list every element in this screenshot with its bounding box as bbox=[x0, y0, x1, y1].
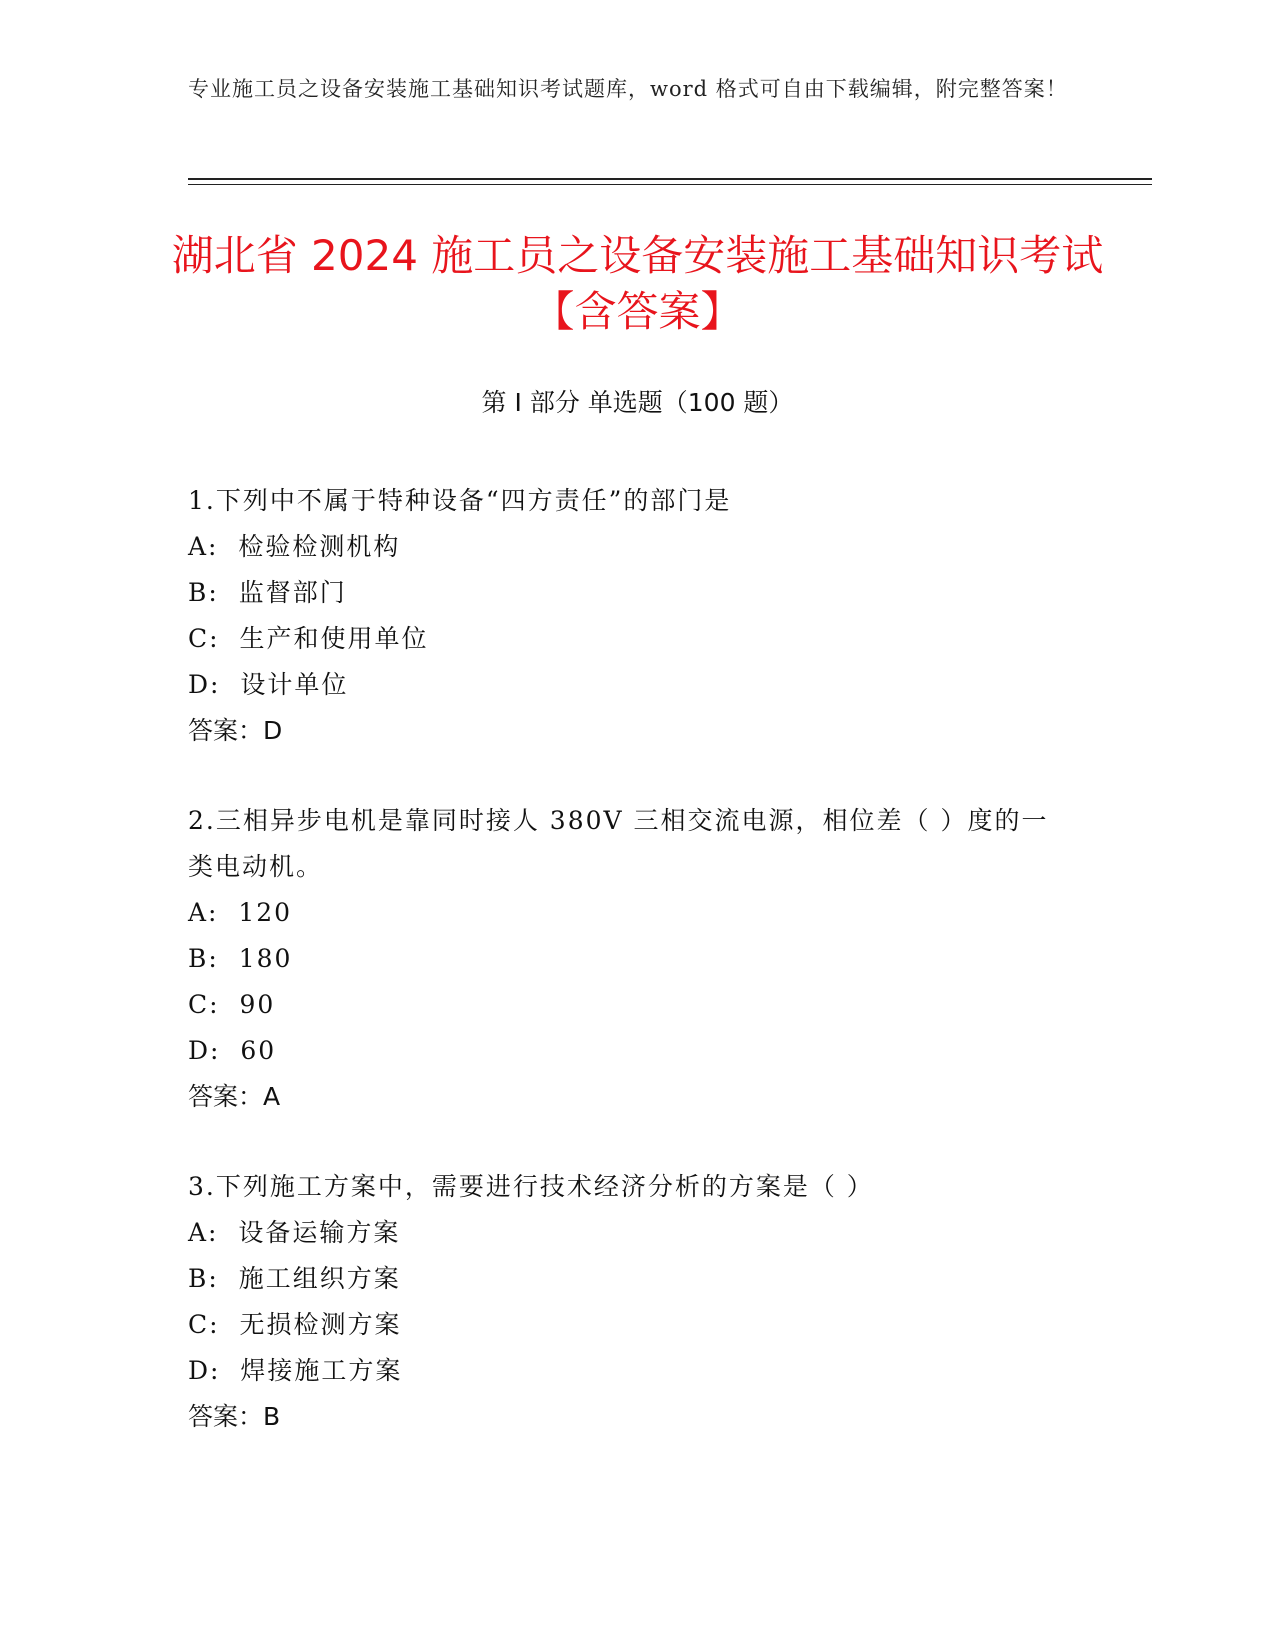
option-d: D: 设计单位 bbox=[188, 670, 349, 699]
question-spacer bbox=[188, 754, 1088, 798]
option-c: C: 无损检测方案 bbox=[188, 1310, 402, 1339]
option-b: B: 180 bbox=[188, 944, 293, 973]
answer-line: 答案：B bbox=[188, 1402, 281, 1431]
option-b: B: 监督部门 bbox=[188, 578, 347, 607]
option-a: A: 检验检测机构 bbox=[188, 532, 401, 561]
document-title: 湖北省 2024 施工员之设备安装施工基础知识考试【含答案】 bbox=[171, 231, 1104, 336]
question-stem: 2.三相异步电机是靠同时接人 380V 三相交流电源，相位差（ ）度的一类电动机。 bbox=[188, 806, 1049, 881]
section-title: 第 I 部分 单选题（100 题） bbox=[481, 388, 794, 417]
question-1 bbox=[188, 478, 1088, 754]
option-a: A: 120 bbox=[188, 898, 293, 927]
option-c: C: 生产和使用单位 bbox=[188, 624, 429, 653]
header-note: 专业施工员之设备安装施工基础知识考试题库，word 格式可自由下载编辑，附完整答案！ bbox=[188, 77, 1068, 101]
option-d: D: 60 bbox=[188, 1036, 277, 1065]
question-list bbox=[188, 478, 1088, 1440]
option-a: A: 设备运输方案 bbox=[188, 1218, 401, 1247]
question-3 bbox=[188, 1164, 1088, 1440]
option-c: C: 90 bbox=[188, 990, 276, 1019]
question-spacer bbox=[188, 1120, 1088, 1164]
question-2 bbox=[188, 798, 1088, 1120]
header-divider-thick bbox=[188, 178, 1152, 180]
answer-line: 答案：D bbox=[188, 716, 283, 745]
question-stem: 1.下列中不属于特种设备“四方责任”的部门是 bbox=[188, 486, 732, 515]
answer-line: 答案：A bbox=[188, 1082, 281, 1111]
option-b: B: 施工组织方案 bbox=[188, 1264, 401, 1293]
option-d: D: 焊接施工方案 bbox=[188, 1356, 403, 1385]
header-divider-thin bbox=[188, 184, 1152, 185]
question-stem: 3.下列施工方案中，需要进行技术经济分析的方案是（ ） bbox=[188, 1172, 874, 1201]
